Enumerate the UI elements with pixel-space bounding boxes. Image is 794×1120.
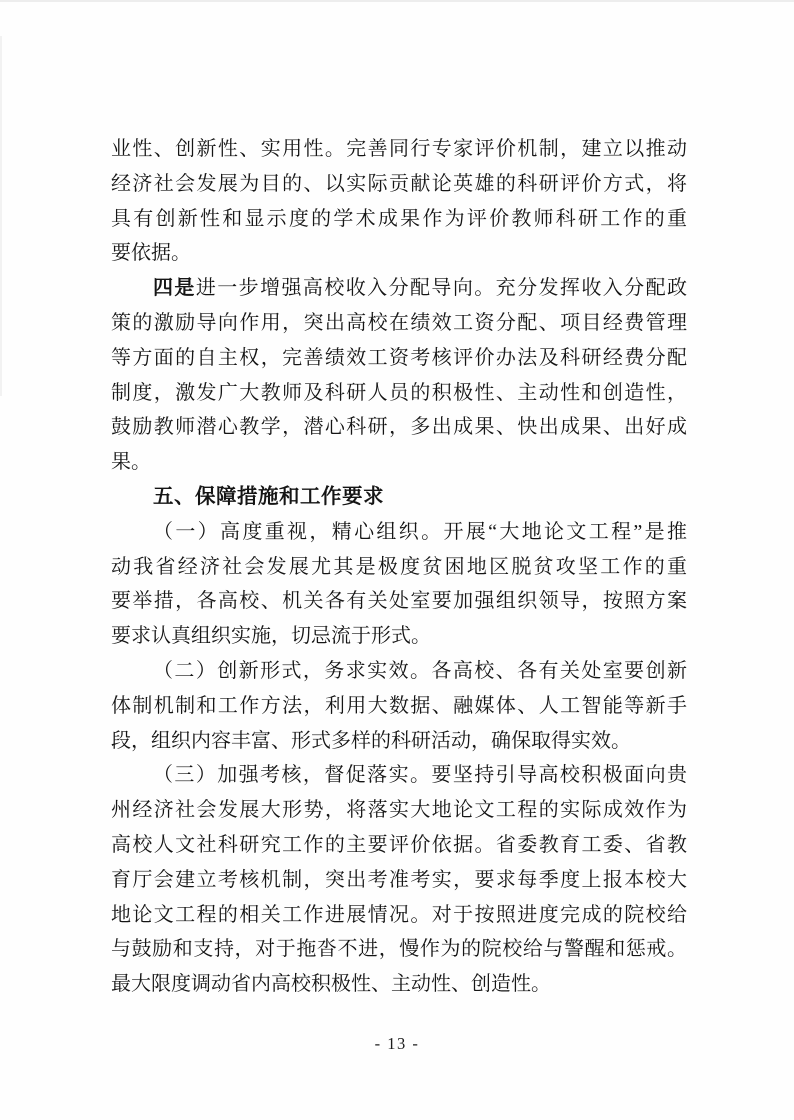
scan-edge-top (0, 0, 794, 2)
text-line: 等方面的自主权，完善绩效工资考核评价办法及科研经费分配 (111, 346, 687, 369)
scan-edge-left (0, 36, 2, 396)
text-line: 策的激励导向作用，突出高校在绩效工资分配、项目经费管理 (111, 311, 687, 334)
text-line: 要举措，各高校、机关各有关处室要加强组织领导，按照方案 (111, 590, 687, 613)
text-line: 与鼓励和支持，对于拖沓不进，慢作为的院校给与警醒和惩戒。 (111, 938, 687, 961)
text-line: 经济社会发展为目的、以实际贡献论英雄的科研评价方式，将 (111, 172, 687, 195)
text-line: 体制机制和工作方法，利用大数据、融媒体、人工智能等新手 (111, 694, 687, 717)
bold-lead: 四是 (153, 277, 196, 300)
text-line: （一）高度重视，精心组织。开展“大地论文工程”是推 (153, 520, 687, 543)
text-line: 要求认真组织实施，切忌流于形式。 (111, 625, 431, 648)
section-heading: 五、保障措施和工作要求 (153, 484, 384, 508)
text-line: 鼓励教师潜心教学，潜心科研，多出成果、快出成果、出好成 (111, 416, 687, 439)
text-line: 最大限度调动省内高校积极性、主动性、创造性。 (111, 973, 551, 996)
text-line: 高校人文社科研究工作的主要评价依据。省委教育工委、省教 (111, 833, 687, 856)
text-line: （二）创新形式，务求实效。各高校、各有关处室要创新 (153, 659, 687, 682)
text-line: （三）加强考核，督促落实。要坚持引导高校积极面向贵 (153, 764, 687, 787)
text-line: 动我省经济社会发展尤其是极度贫困地区脱贫攻坚工作的重 (111, 555, 687, 578)
text-line (111, 271, 687, 306)
document-body (111, 132, 687, 1002)
text-line: 州经济社会发展大形势，将落实大地论文工程的实际成效作为 (111, 799, 687, 822)
text-line: 果。 (111, 451, 151, 474)
text-line: 段，组织内容丰富、形式多样的科研活动，确保取得实效。 (111, 729, 631, 752)
page-footer (0, 1034, 794, 1054)
text-line: 育厅会建立考核机制，突出考准考实，要求每季度上报本校大 (111, 868, 687, 891)
page-number: - 13 - (374, 1034, 420, 1053)
text-line-segment: 进一步增强高校收入分配导向。充分发挥收入分配政 (195, 277, 688, 300)
text-line: 业性、创新性、实用性。完善同行专家评价机制，建立以推动 (111, 138, 687, 160)
text-line: 制度，激发广大教师及科研人员的积极性、主动性和创造性， (111, 381, 687, 404)
text-line: 要依据。 (111, 242, 191, 265)
text-line: 具有创新性和显示度的学术成果作为评价教师科研工作的重 (111, 207, 687, 230)
text-line: 地论文工程的相关工作进展情况。对于按照进度完成的院校给 (111, 903, 687, 926)
